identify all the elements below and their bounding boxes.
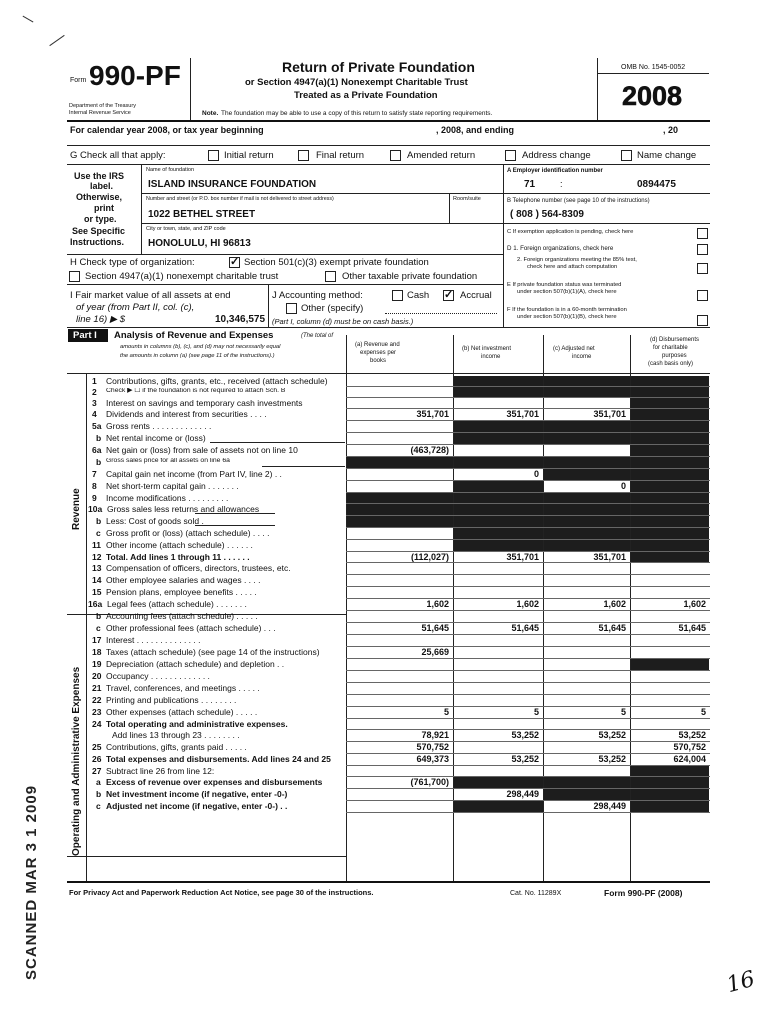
shaded-cell: [454, 433, 543, 444]
shaded-cell: [631, 777, 709, 788]
line-label: Net investment income (if negative, enter -0-): [106, 790, 288, 799]
shaded-cell: [544, 789, 630, 800]
shaded-cell: [347, 516, 453, 527]
org-type-label: H Check type of organization:: [70, 257, 195, 268]
shaded-cell: [631, 433, 709, 444]
col-c-h2: income: [572, 354, 592, 360]
line-label: Excess of revenue over expenses and disbursements: [106, 778, 323, 787]
col-c-h1: (c) Adjusted net: [553, 346, 595, 352]
form-subtitle-2: Treated as a Private Foundation: [294, 90, 438, 101]
expense-label: Operating and Administrative Expenses: [71, 666, 82, 856]
amount-c: 298,449: [593, 801, 626, 811]
termination-b-label: F If the foundation is in a 60-month termination: [507, 307, 627, 313]
tax-year-text: 2008: [622, 81, 683, 111]
shaded-cell: [347, 493, 453, 503]
tax-year: [622, 83, 682, 110]
line-label: Total expenses and disbursements. Add lines 24 and 25: [106, 755, 331, 764]
line-number: 26: [92, 754, 102, 764]
amount-b: 0: [533, 469, 539, 479]
line-number: b: [96, 457, 102, 467]
line-label: Other employee salaries and wages . . . .: [106, 576, 261, 585]
shaded-cell: [544, 528, 630, 539]
line-number: 5a: [92, 421, 102, 431]
street-address: 1022 BETHEL STREET: [148, 209, 256, 220]
shaded-cell: [544, 504, 630, 515]
cash-label: Cash: [407, 290, 430, 301]
shaded-cell: [631, 398, 709, 408]
foreign-org-checkbox[interactable]: [697, 244, 708, 255]
shaded-cell: [454, 504, 543, 515]
line-number: 23: [92, 707, 102, 717]
line-number: 20: [92, 671, 102, 681]
other-method-checkbox[interactable]: [286, 303, 297, 314]
line-label: Other expenses (attach schedule) . . . . .: [106, 708, 258, 717]
termination-b-label-2: under section 507(b)(1)(B), check here: [517, 314, 617, 320]
amount-b: 351,701: [506, 552, 539, 562]
final-return-checkbox[interactable]: [298, 150, 309, 161]
amount-a: 351,701: [416, 409, 449, 419]
col-b-h1: (b) Net investment: [462, 346, 512, 352]
shaded-cell: [454, 481, 543, 492]
shaded-cell: [631, 469, 709, 480]
irs-label-line7: Instructions.: [70, 237, 125, 247]
line-label: Interest . . . . . . . . . . . . . .: [106, 636, 201, 645]
shaded-cell: [454, 540, 543, 551]
amount-a: 25,669: [421, 647, 449, 657]
shaded-cell: [544, 421, 630, 432]
col-d-h1: (d) Disbursements: [650, 337, 700, 343]
shaded-cell: [631, 516, 709, 527]
line-label: Less: Cost of goods sold .: [106, 517, 204, 526]
line-number: 16a: [88, 599, 103, 609]
amount-d: 570,752: [673, 742, 706, 752]
shaded-cell: [631, 528, 709, 539]
line-label: Other income (attach schedule) . . . . . .: [106, 541, 253, 550]
line-label: Printing and publications . . . . . . . .: [106, 696, 237, 705]
city-label: City or town, state, and ZIP code: [146, 226, 226, 232]
line-number: c: [96, 801, 101, 811]
shaded-cell: [544, 457, 630, 468]
line-number: 4: [92, 409, 97, 419]
amount-c: 51,645: [598, 623, 626, 633]
omb-number: OMB No. 1545-0052: [621, 64, 686, 71]
calendar-label: For calendar year 2008, or tax year beginning: [70, 125, 264, 135]
line-number: 19: [92, 659, 102, 669]
line-number: 7: [92, 469, 97, 479]
ein-suffix: 0894475: [637, 179, 676, 190]
scan-mark-1: [19, 16, 34, 30]
amount-c: 53,252: [598, 754, 626, 764]
irs-label-line6: See Specific: [72, 226, 126, 236]
shaded-cell: [454, 387, 543, 397]
line-number: 2: [92, 387, 97, 397]
shaded-cell: [544, 376, 630, 386]
irs-label-line1: Use the IRS: [74, 171, 125, 181]
shaded-cell: [347, 504, 453, 515]
amount-c: 351,701: [593, 552, 626, 562]
shaded-cell: [544, 387, 630, 397]
shaded-cell: [631, 445, 709, 456]
line-label: Gross rents . . . . . . . . . . . . .: [106, 422, 212, 431]
line-number: c: [96, 623, 101, 633]
shaded-cell: [454, 457, 543, 468]
initial-return-label: Initial return: [224, 150, 274, 161]
line-number: 9: [92, 493, 97, 503]
phone-number: ( 808 ) 564-8309: [510, 209, 584, 220]
city-state-zip: HONOLULU, HI 96813: [148, 238, 251, 249]
ein-label: A Employer identification number: [507, 168, 603, 174]
shaded-cell: [631, 552, 709, 562]
line-number: a: [96, 777, 101, 787]
shaded-cell: [631, 789, 709, 800]
irs-label-line3: Otherwise,: [76, 192, 123, 202]
line-label: Check ▶ ☐ if the foundation is not required to attach Sch. B: [106, 388, 286, 394]
line-number: 27: [92, 766, 102, 776]
line-label: Legal fees (attach schedule) . . . . . . .: [107, 600, 247, 609]
line-label: Accounting fees (attach schedule) . . . . .: [106, 612, 258, 621]
501c3-checkbox[interactable]: [229, 257, 240, 268]
line-label: Contributions, gifts, grants, etc., received (attach schedule): [106, 377, 328, 386]
dept-label: Department of the Treasury: [69, 103, 136, 109]
amount-d: 1,602: [683, 599, 706, 609]
line-label: Capital gain net income (from Part IV, line 2) . .: [106, 470, 282, 479]
terminated-a-label: E If private foundation status was terminated: [507, 282, 622, 288]
line-label: Total operating and administrative expenses.: [106, 720, 288, 729]
line-label: Add lines 13 through 23 . . . . . . . .: [112, 731, 240, 740]
line-label: Net rental income or (loss): [106, 434, 206, 443]
shaded-cell: [631, 376, 709, 386]
shaded-cell: [454, 421, 543, 432]
amount-a: 1,602: [426, 599, 449, 609]
line-label: Taxes (attach schedule) (see page 14 of the instructions): [106, 648, 320, 657]
line-label: Compensation of officers, directors, trustees, etc.: [106, 564, 291, 573]
shaded-cell: [631, 387, 709, 397]
line-number: 14: [92, 575, 102, 585]
line-number: 24: [92, 719, 102, 729]
name-change-label: Name change: [637, 150, 697, 161]
amount-b: 351,701: [506, 409, 539, 419]
scanned-stamp: SCANNED MAR 3 1 2009: [23, 784, 40, 980]
irs-label-line4: print: [94, 203, 114, 213]
amended-return-checkbox[interactable]: [390, 150, 401, 161]
line-number: 18: [92, 647, 102, 657]
accrual-checkbox[interactable]: [443, 290, 454, 301]
shaded-cell: [631, 659, 709, 670]
amount-d: 51,645: [678, 623, 706, 633]
shaded-cell: [631, 421, 709, 432]
amount-c: 1,602: [603, 599, 626, 609]
shaded-cell: [631, 481, 709, 492]
line-number: b: [96, 789, 102, 799]
line-label: Gross sales less returns and allowances: [107, 505, 260, 514]
part-1-desc-1: amounts in columns (b), (c), and (d) may not necessarily equal: [120, 344, 281, 350]
form-number: 990-PF: [89, 60, 181, 91]
line-number: 13: [92, 563, 102, 573]
line-number: 15: [92, 587, 102, 597]
amount-c: 351,701: [593, 409, 626, 419]
col-b-h2: income: [481, 354, 501, 360]
shaded-cell: [631, 540, 709, 551]
foreign-85-label: 2. Foreign organizations meeting the 85% test,: [517, 257, 637, 263]
foreign-85-checkbox[interactable]: [697, 263, 708, 274]
line-number: 1: [92, 376, 97, 386]
irs-label-line5: or type.: [84, 214, 117, 224]
amount-a: (112,027): [410, 552, 449, 562]
amount-d: 624,004: [673, 754, 706, 764]
line-number: b: [96, 611, 102, 621]
amount-b: 1,602: [516, 599, 539, 609]
line-label: Adjusted net income (if negative, enter -0-) . .: [106, 802, 288, 811]
accounting-method-label: J Accounting method:: [272, 290, 363, 301]
initial-return-checkbox[interactable]: [208, 150, 219, 161]
line-label: Subtract line 26 from line 12:: [106, 767, 215, 776]
name-change-checkbox[interactable]: [621, 150, 632, 161]
amount-a: 570,752: [416, 742, 449, 752]
address-change-checkbox[interactable]: [505, 150, 516, 161]
line-number: 10a: [88, 504, 103, 514]
shaded-cell: [631, 409, 709, 420]
foundation-name-label: Name of foundation: [146, 167, 195, 173]
col-a-h2: expenses per: [360, 350, 397, 356]
line-label: Dividends and interest from securities . . . .: [106, 410, 267, 419]
amount-d: 53,252: [678, 730, 706, 740]
amount-a: (463,728): [410, 445, 449, 455]
street-label: Number and street (or P.O. box number if mail is not delivered to street address): [146, 196, 334, 202]
line-number: 22: [92, 695, 102, 705]
fmv-line2: of year (from Part II, col. (c),: [76, 302, 195, 313]
shaded-cell: [544, 433, 630, 444]
4947-trust-checkbox[interactable]: [69, 271, 80, 282]
shaded-cell: [631, 504, 709, 515]
line-number: 8: [92, 481, 97, 491]
amended-return-label: Amended return: [407, 150, 476, 161]
foreign-85-label-2: check here and attach computation: [527, 264, 618, 270]
note-text: The foundation may be able to use a copy of this return to satisfy state reporting requirements.: [221, 110, 493, 117]
shaded-cell: [544, 777, 630, 788]
line-label: Net short-term capital gain . . . . . . .: [106, 482, 239, 491]
line-number: 3: [92, 398, 97, 408]
col-d-h2: for charitable: [653, 345, 688, 351]
scan-mark-2: [49, 35, 64, 46]
line-label: Gross profit or (loss) (attach schedule) . . . .: [106, 529, 270, 538]
part-1-desc-2: the amounts in column (a) (see page 11 of the instructions).): [120, 353, 275, 359]
line-label: Gross sales price for all assets on line 6a: [106, 458, 230, 464]
line-label: Contributions, gifts, grants paid . . . . .: [106, 743, 247, 752]
shaded-cell: [631, 766, 709, 776]
fmv-value: 10,346,575: [215, 314, 266, 325]
shaded-cell: [631, 457, 709, 468]
4947-trust-label: Section 4947(a)(1) nonexempt charitable trust: [85, 271, 279, 282]
address-change-label: Address change: [522, 150, 591, 161]
amount-c: 0: [620, 481, 626, 491]
amount-b: 53,252: [511, 754, 539, 764]
shaded-cell: [631, 493, 709, 503]
foreign-org-label: D 1. Foreign organizations, check here: [507, 245, 614, 252]
form-subtitle-1: or Section 4947(a)(1) Nonexempt Charitable Trust: [245, 77, 468, 88]
amount-c: 5: [620, 707, 626, 717]
amount-a: 51,645: [421, 623, 449, 633]
part-1-label: Part I: [73, 330, 97, 341]
part-1-title: Analysis of Revenue and Expenses: [114, 330, 274, 341]
calendar-end: , 20: [663, 125, 679, 135]
line-label: Occupancy . . . . . . . . . . . . .: [106, 672, 210, 681]
note-label: Note.: [202, 110, 219, 117]
form-title: Return of Private Foundation: [282, 59, 475, 75]
cash-basis-note: (Part I, column (d) must be on cash basis.): [272, 317, 414, 326]
check-all-label: G Check all that apply:: [70, 150, 166, 161]
phone-label: B Telephone number (see page 10 of the instructions): [507, 198, 650, 204]
line-label: Total. Add lines 1 through 11 . . . . . .: [106, 553, 250, 562]
amount-a: 78,921: [421, 730, 449, 740]
ein-prefix: 71: [524, 179, 536, 190]
amount-b: 51,645: [511, 623, 539, 633]
shaded-cell: [544, 493, 630, 503]
foundation-name: ISLAND INSURANCE FOUNDATION: [148, 179, 317, 190]
footer-privacy: For Privacy Act and Paperwork Reduction Act Notice, see page 30 of the instructions.: [69, 888, 374, 897]
footer-form: Form 990-PF (2008): [604, 888, 683, 898]
line-number: 11: [92, 540, 101, 550]
line-label: Pension plans, employee benefits . . . . .: [106, 588, 257, 597]
line-number: c: [96, 528, 101, 538]
amount-b: 298,449: [506, 789, 539, 799]
other-method-label: Other (specify): [301, 303, 364, 314]
amount-d: 5: [700, 707, 706, 717]
terminated-a-checkbox[interactable]: [697, 290, 708, 301]
amount-a: 5: [443, 707, 449, 717]
amount-b: 53,252: [511, 730, 539, 740]
shaded-cell: [454, 801, 543, 812]
irs-label-line2: label.: [90, 181, 114, 191]
shaded-cell: [347, 457, 453, 468]
line-label: Net gain or (loss) from sale of assets not on line 10: [106, 446, 298, 455]
irs-label: Internal Revenue Service: [69, 110, 131, 116]
accrual-label: Accrual: [460, 290, 492, 301]
line-number: 25: [92, 742, 102, 752]
cash-checkbox[interactable]: [392, 290, 403, 301]
shaded-cell: [454, 777, 543, 788]
amount-c: 53,252: [598, 730, 626, 740]
501c3-label: Section 501(c)(3) exempt private foundation: [244, 257, 429, 268]
handwritten-page-mark: 16: [724, 966, 758, 999]
line-label: Income modifications . . . . . . . . .: [106, 494, 229, 503]
shaded-cell: [631, 801, 709, 812]
line-label: Interest on savings and temporary cash investments: [106, 399, 303, 408]
line-label: Travel, conferences, and meetings . . . . .: [106, 684, 260, 693]
terminated-a-label-2: under section 507(b)(1)(A), check here: [517, 289, 617, 295]
line-number: 6a: [92, 445, 102, 455]
line-number: 12: [92, 552, 102, 562]
other-taxable-checkbox[interactable]: [325, 271, 336, 282]
other-taxable-label: Other taxable private foundation: [342, 271, 478, 282]
final-return-label: Final return: [316, 150, 365, 161]
form-word: Form: [70, 77, 87, 84]
room-suite-label: Room/suite: [453, 196, 481, 202]
col-d-h4: (cash basis only): [648, 361, 694, 367]
part-1-title-note: (The total of: [301, 333, 334, 339]
col-d-h3: purposes: [662, 353, 687, 359]
col-a-h1: (a) Revenue and: [355, 342, 400, 348]
calendar-mid: , 2008, and ending: [436, 125, 515, 135]
shaded-cell: [544, 516, 630, 527]
exemption-pending-label: C If exemption application is pending, check here: [507, 229, 634, 235]
line-number: b: [96, 516, 102, 526]
line-number: 17: [92, 635, 102, 645]
amount-a: (761,700): [410, 777, 449, 787]
amount-b: 5: [533, 707, 539, 717]
shaded-cell: [454, 493, 543, 503]
footer-cat: Cat. No. 11289X: [510, 890, 562, 897]
part-1-badge: [68, 329, 108, 342]
line-label: Depreciation (attach schedule) and depletion . .: [106, 660, 285, 669]
line-number: 21: [92, 683, 102, 693]
shaded-cell: [544, 540, 630, 551]
line-label: Other professional fees (attach schedule) . . .: [106, 624, 276, 633]
fmv-line3: line 16) ▶ $: [76, 314, 126, 325]
termination-b-checkbox[interactable]: [697, 315, 708, 326]
line-number: b: [96, 433, 102, 443]
shaded-cell: [454, 528, 543, 539]
shaded-cell: [454, 516, 543, 527]
fmv-line1: I Fair market value of all assets at end: [70, 290, 231, 301]
amount-a: 649,373: [416, 754, 449, 764]
col-a-h3: books: [370, 358, 387, 364]
exemption-pending-checkbox[interactable]: [697, 228, 708, 239]
revenue-label: Revenue: [71, 488, 82, 530]
shaded-cell: [454, 376, 543, 386]
shaded-cell: [544, 469, 630, 480]
